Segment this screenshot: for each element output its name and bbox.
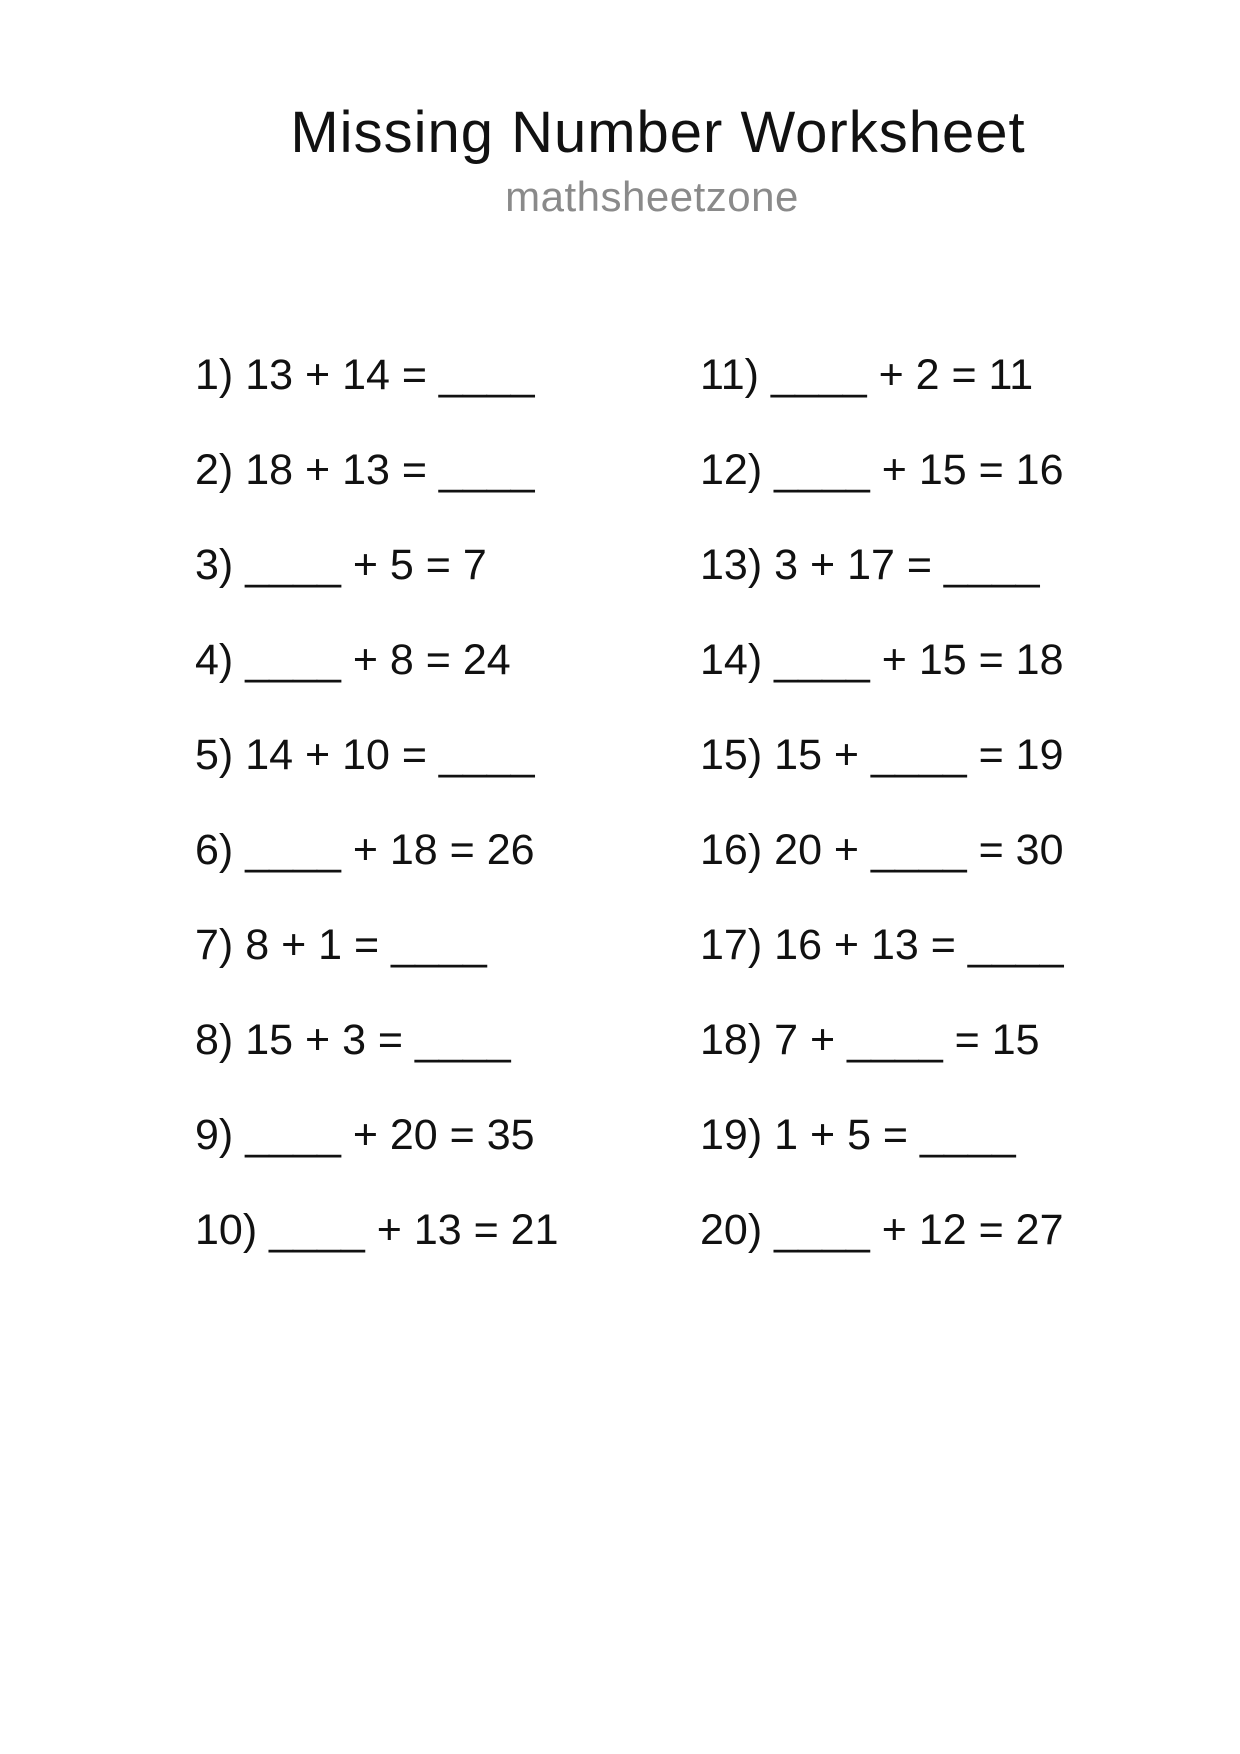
problem-row-18	[700, 993, 1063, 1088]
problem-row-2	[195, 423, 558, 518]
problem-row-1	[195, 328, 558, 423]
problem-expression: 1 + 5 = ____	[774, 1111, 1016, 1159]
problem-number: 3)	[195, 541, 234, 589]
problem-row-4	[195, 613, 558, 708]
problem-row-10	[195, 1183, 558, 1278]
problem-number: 16)	[700, 826, 763, 874]
problem-expression: ____ + 15 = 18	[774, 636, 1064, 684]
problem-number: 17)	[700, 921, 763, 969]
problem-row-14	[700, 613, 1063, 708]
problem-number: 19)	[700, 1111, 763, 1159]
problem-number: 4)	[195, 636, 234, 684]
problem-expression: 15 + ____ = 19	[774, 731, 1064, 779]
problem-row-16	[700, 803, 1063, 898]
problem-number: 11)	[700, 351, 759, 399]
problem-row-3	[195, 518, 558, 613]
problem-row-13	[700, 518, 1063, 613]
problem-number: 6)	[195, 826, 234, 874]
problem-expression: 18 + 13 = ____	[245, 446, 535, 494]
problem-expression: ____ + 5 = 7	[245, 541, 487, 589]
problem-expression: 15 + 3 = ____	[245, 1016, 511, 1064]
problem-expression: ____ + 12 = 27	[774, 1206, 1064, 1254]
problem-number: 15)	[700, 731, 763, 779]
problem-row-20	[700, 1183, 1063, 1278]
problem-expression: 3 + 17 = ____	[774, 541, 1040, 589]
problem-expression: 8 + 1 = ____	[245, 921, 487, 969]
problem-number: 1)	[195, 351, 234, 399]
problem-row-15	[700, 708, 1063, 803]
problem-expression: ____ + 2 = 11	[770, 351, 1034, 399]
problems-column-right	[700, 328, 1063, 1278]
problem-expression: 7 + ____ = 15	[774, 1016, 1040, 1064]
problem-row-6	[195, 803, 558, 898]
problem-row-5	[195, 708, 558, 803]
problem-expression: ____ + 8 = 24	[245, 636, 511, 684]
problem-number: 18)	[700, 1016, 763, 1064]
problem-expression: ____ + 20 = 35	[245, 1111, 535, 1159]
problem-row-8	[195, 993, 558, 1088]
problem-expression: 14 + 10 = ____	[245, 731, 535, 779]
problem-number: 7)	[195, 921, 234, 969]
page-subtitle: mathsheetzone	[505, 173, 799, 220]
problem-number: 20)	[700, 1206, 763, 1254]
problem-expression: 20 + ____ = 30	[774, 826, 1064, 874]
problem-expression: ____ + 15 = 16	[774, 446, 1064, 494]
problem-number: 13)	[700, 541, 763, 589]
problem-row-11	[700, 328, 1063, 423]
problem-row-7	[195, 898, 558, 993]
problem-expression: ____ + 18 = 26	[245, 826, 535, 874]
problem-number: 9)	[195, 1111, 234, 1159]
problem-row-19	[700, 1088, 1063, 1183]
problem-row-12	[700, 423, 1063, 518]
problem-number: 2)	[195, 446, 234, 494]
problem-number: 8)	[195, 1016, 234, 1064]
problem-row-9	[195, 1088, 558, 1183]
problem-number: 12)	[700, 446, 763, 494]
problem-number: 10)	[195, 1206, 258, 1254]
problem-expression: ____ + 13 = 21	[269, 1206, 559, 1254]
problem-expression: 16 + 13 = ____	[774, 921, 1064, 969]
problem-expression: 13 + 14 = ____	[245, 351, 535, 399]
problem-number: 5)	[195, 731, 234, 779]
problem-number: 14)	[700, 636, 763, 684]
problem-row-17	[700, 898, 1063, 993]
problems-column-left	[195, 328, 558, 1278]
page-title: Missing Number Worksheet	[290, 100, 1026, 165]
